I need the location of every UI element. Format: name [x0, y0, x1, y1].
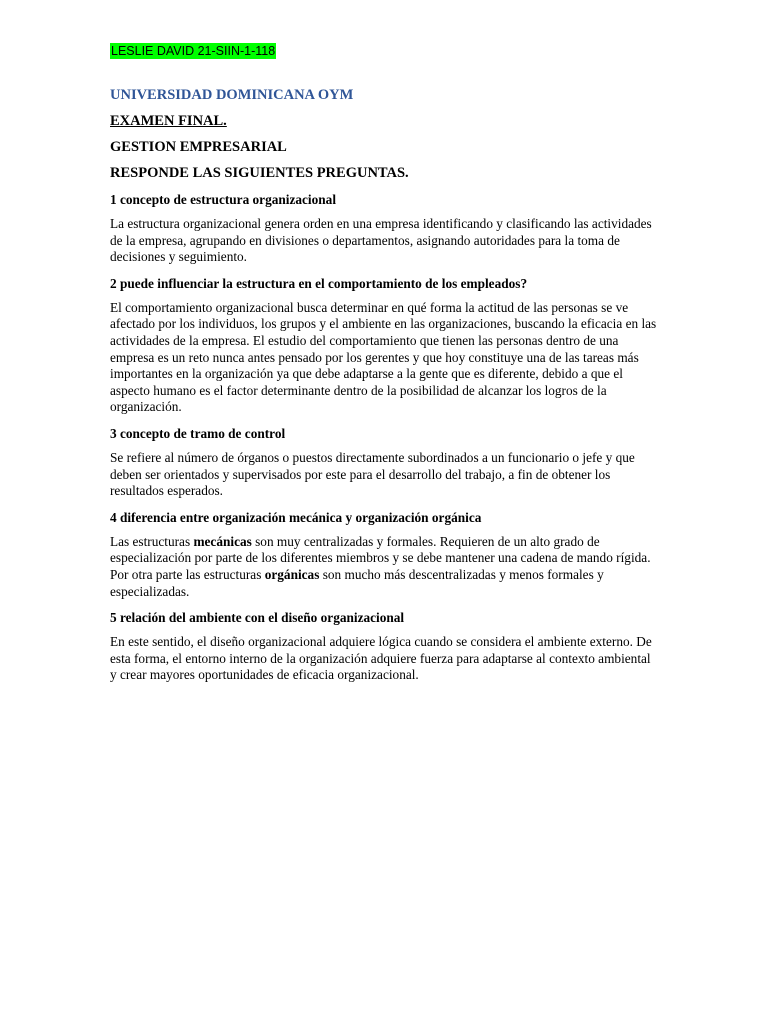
answer-4-text: Las estructuras [110, 533, 194, 549]
question-3: 3 concepto de tramo de control [110, 425, 286, 441]
question-2: 2 puede influenciar la estructura en el comportamiento de los empleados? [110, 275, 528, 291]
student-name-tag: LESLIE DAVID 21-SIIN-1-118 [111, 44, 276, 58]
answer-5: En este sentido, el diseño organizacional adquiere lógica cuando se considera el ambiente externo. De esta forma, el entorno interno de la organización adquiere fuerza para adaptarse al contexto ambiental y crear mayores oportunidades de eficacia organizacional. [110, 634, 652, 683]
instruction-heading: RESPONDE LAS SIGUIENTES PREGUNTAS. [110, 165, 409, 181]
answer-4-bold-term: mecánicas [193, 533, 252, 549]
answer-4-text: son muy centralizadas y formales. Requieren de un alto grado de especialización por parte de los diferentes miembros y se debe mantener una cadena de mando rígida. Por otra parte las estructuras [110, 533, 651, 582]
answer-4-bold-term: orgánicas [264, 566, 320, 582]
answer-3: Se refiere al número de órganos o puestos directamente subordinados a un funcionario o jefe y que deben ser orientados y supervisados por este para el desarrollo del trabajo, a fin de obtener los resultados esperados. [110, 449, 635, 499]
answer-1: La estructura organizacional genera orden en una empresa identificando y clasificando las actividades de la empresa, agrupando en divisiones o departamentos, asignando autoridades para la toma de decisiones y seguimiento. [110, 216, 652, 265]
answer-4 [110, 534, 658, 600]
exam-title: EXAMEN FINAL. [110, 113, 227, 129]
document-page [110, 42, 658, 684]
subject-heading: GESTION EMPRESARIAL [110, 139, 287, 155]
question-4: 4 diferencia entre organización mecánica y organización orgánica [110, 509, 482, 525]
answer-2: El comportamiento organizacional busca determinar en qué forma la actitud de las personas se ve afectado por los individuos, los grupos y el ambiente en las organizaciones, buscando la eficacia en las actividades de la empresa. El estudio del comportamiento que tienen las personas dentro de una empresa es un reto nunca antes pensado por los gerentes y que hoy constituye una de las tareas más importantes en la organización ya que debe adaptarse a la gente que es diferente, debido a que el aspecto humano es el factor determinante dentro de la posibilidad de alcanzar los logros de la organización. [110, 299, 657, 415]
question-1: 1 concepto de estructura organizacional [110, 192, 337, 207]
answer-4-text: son mucho más descentralizadas y menos formales y especializadas. [110, 566, 604, 599]
question-5: 5 relación del ambiente con el diseño organizacional [110, 610, 405, 626]
university-heading: UNIVERSIDAD DOMINICANA OYM [110, 87, 354, 103]
